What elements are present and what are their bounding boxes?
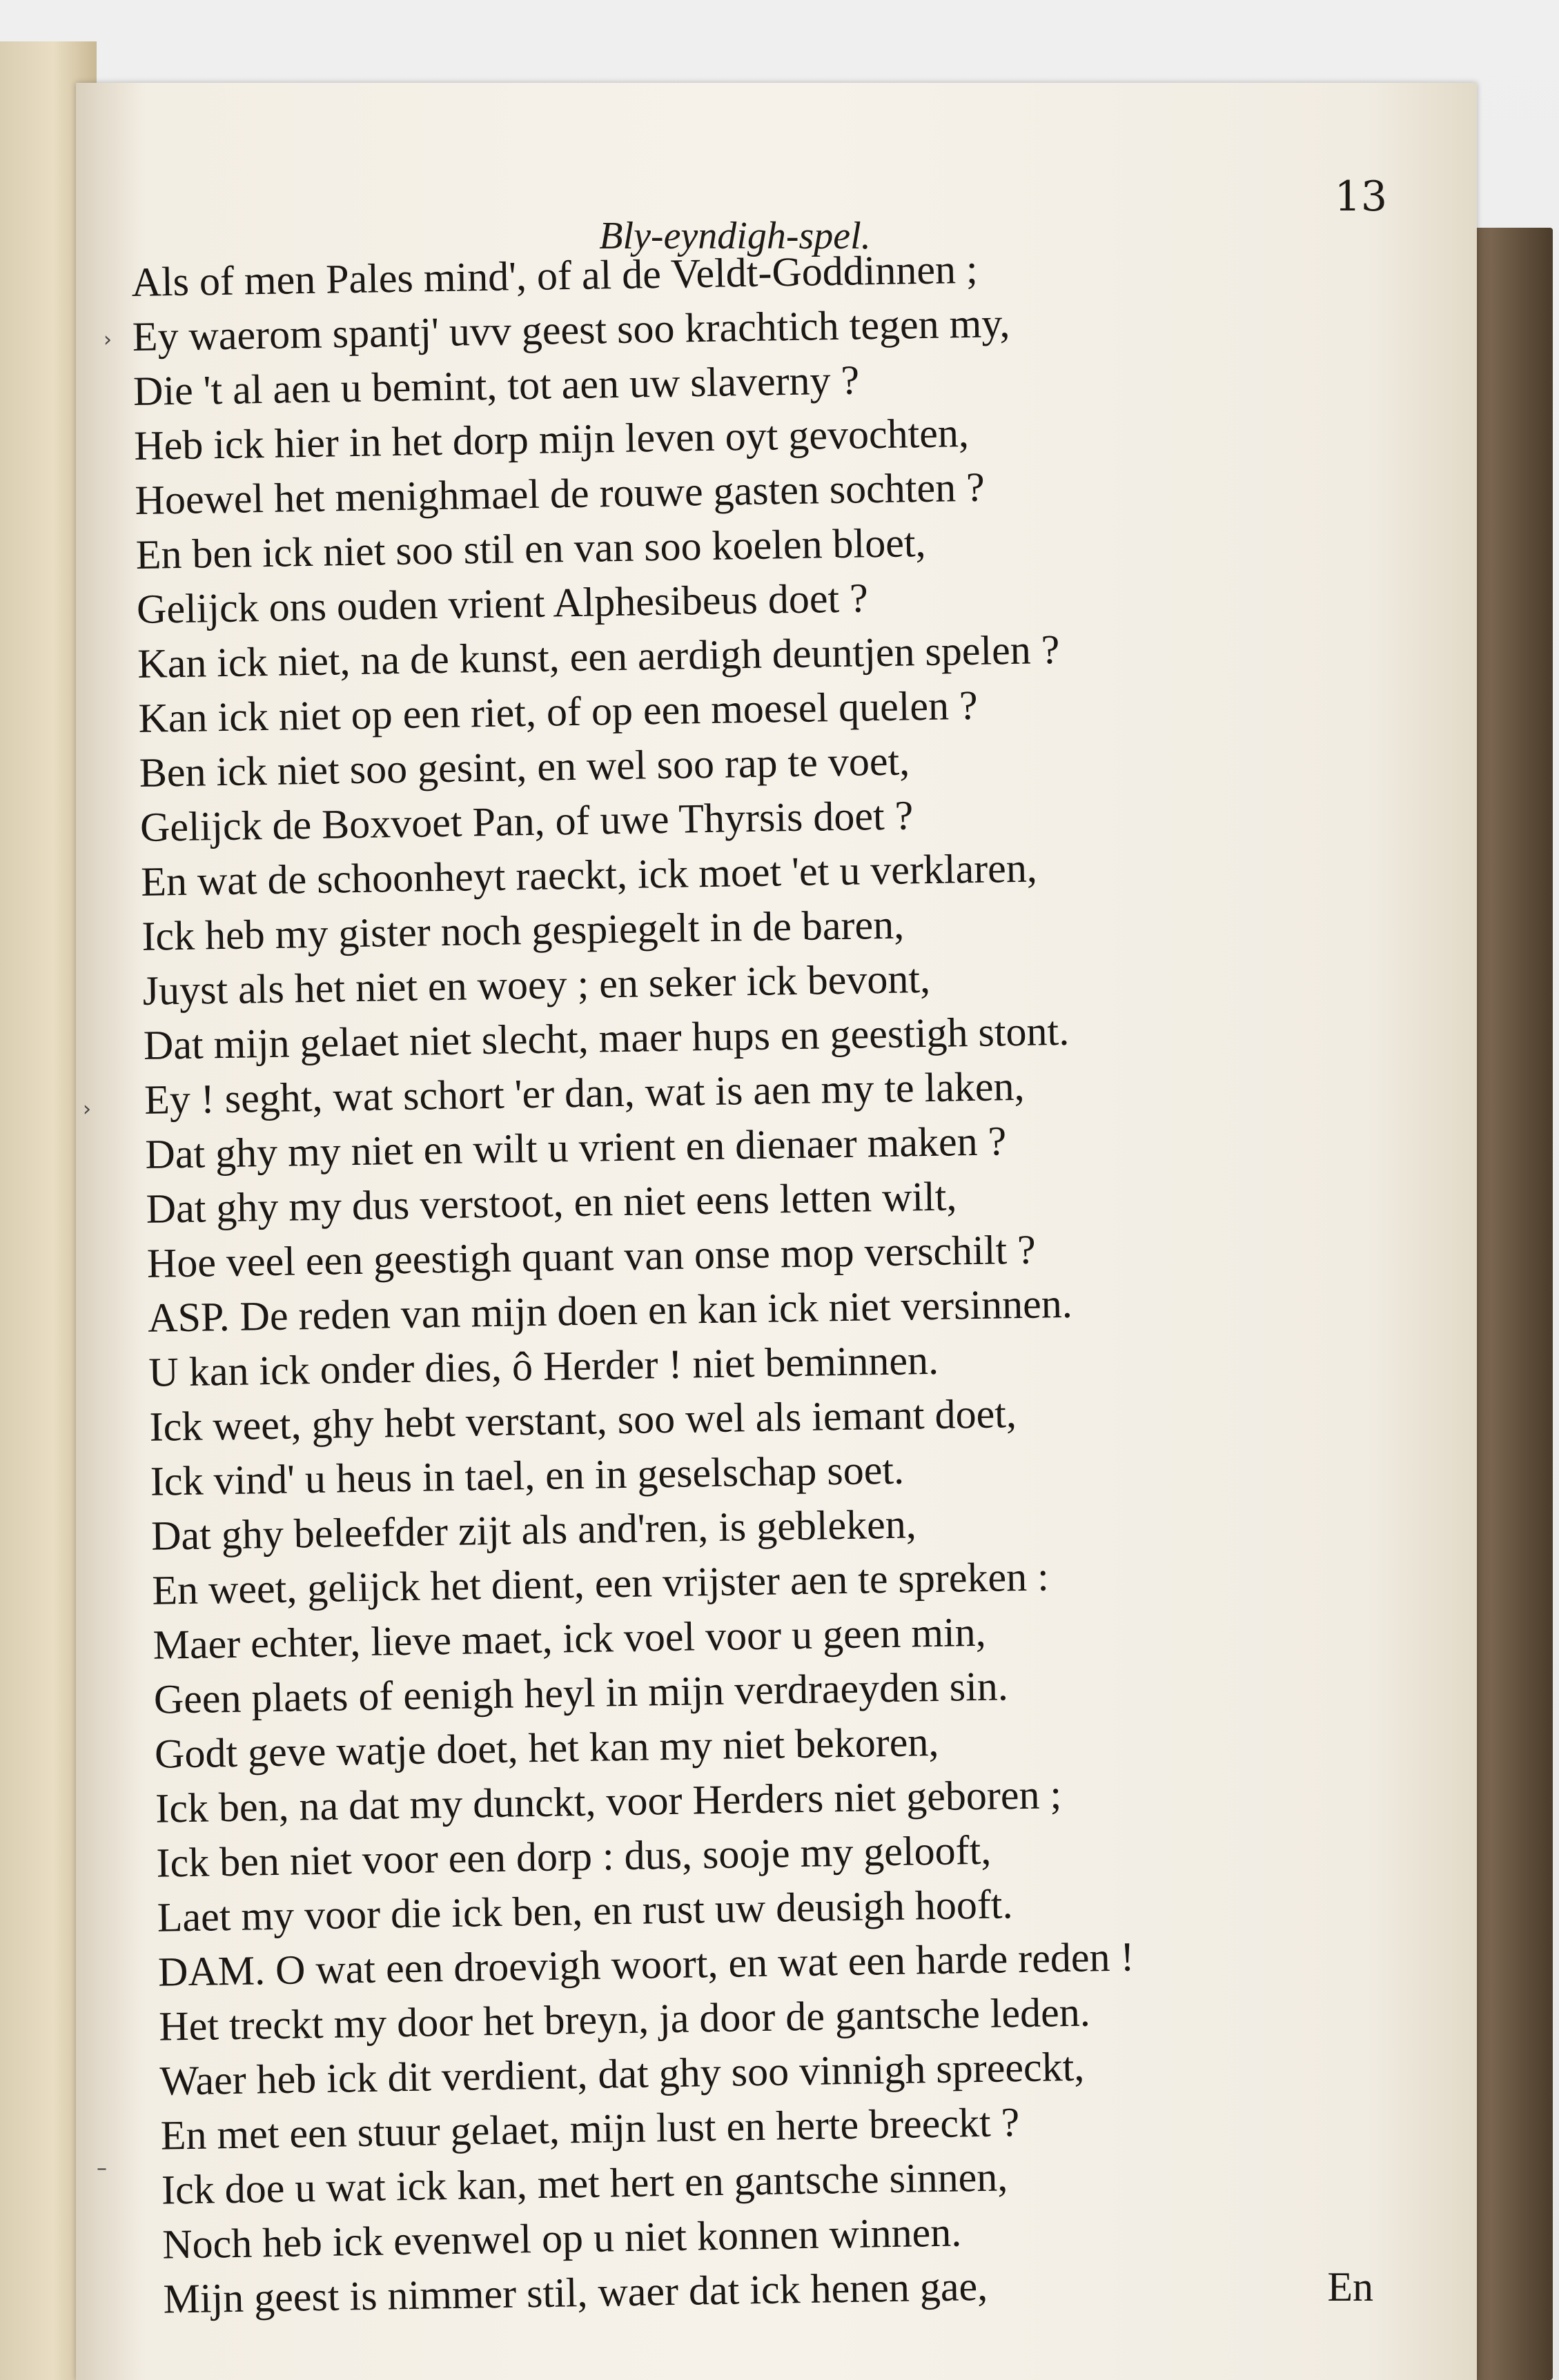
verse-line: Noch heb ick evenwel op u niet konnen winnen. (161, 2209, 962, 2268)
verse-line: Ben ick niet soo gesint, en wel soo rap te voet, (139, 738, 910, 796)
verse-line: En weet, gelijck het dient, een vrijster aen te spreken : (151, 1553, 1050, 1613)
verse-line: Mijn geest is nimmer stil, waer dat ick henen gae, (163, 2263, 988, 2322)
verse-line: Waer heb ick dit verdient, dat ghy soo vinnigh spreeckt, (159, 2043, 1085, 2104)
book-page (76, 83, 1477, 2380)
verse-line: Dat ghy my niet en wilt u vrient en dienaer maken ? (144, 1118, 1007, 1177)
verse-line: Hoe veel een geestigh quant van onse mop verschilt ? (146, 1226, 1037, 1286)
verse-line: Gelijck de Boxvoet Pan, of uwe Thyrsis doet ? (139, 792, 914, 850)
verse-line: Maer echter, lieve maet, ick voel voor u geen min, (153, 1609, 987, 1668)
verse-line: Kan ick niet, na de kunst, een aerdigh deuntjen spelen ? (137, 626, 1060, 687)
verse-line: Ick vind' u heus in tael, en in geselschap soet. (150, 1446, 905, 1504)
verse-text (131, 235, 1461, 2326)
verse-line: Ey waerom spantj' uvv geest soo krachtich tegen my, (132, 300, 1010, 360)
verse-line: Dat mijn gelaet niet slecht, maer hups en geestigh stont. (143, 1007, 1070, 1068)
verse-line: En ben ick niet soo stil en van soo koelen bloet, (135, 519, 926, 578)
verse-line: DAM. O wat een droevigh woort, en wat een harde reden ! (157, 1934, 1135, 1995)
margin-mark: › (83, 1097, 91, 1121)
verse-line: Geen plaets of eenigh heyl in mijn verdraeyden sin. (153, 1663, 1009, 1722)
running-head: Bly-eyndigh-spel. (599, 215, 871, 257)
verse-line: Kan ick niet op een riet, of op een moesel quelen ? (138, 682, 979, 741)
verse-line: Hoewel het menighmael de rouwe gasten sochten ? (135, 464, 986, 523)
verse-line: Heb ick hier in het dorp mijn leven oyt gevochten, (133, 409, 970, 469)
verse-line: ASP. De reden van mijn doen en kan ick niet versinnen. (147, 1280, 1073, 1341)
verse-line: Dat ghy beleefder zijt als and'ren, is gebleken, (150, 1501, 917, 1559)
catchword: En (1327, 2264, 1373, 2310)
verse-line: Ick ben, na dat my dunckt, voor Herders niet geboren ; (155, 1771, 1062, 1831)
page-number: 13 (1334, 173, 1387, 221)
verse-line: Ick weet, ghy hebt verstant, soo wel als iemant doet, (149, 1390, 1017, 1450)
verse-line: Gelijck ons ouden vrient Alphesibeus doet ? (136, 575, 869, 632)
verse-line: Ick ben niet voor een dorp : dus, sooje my gelooft, (156, 1827, 992, 1886)
margin-mark: › (104, 328, 112, 352)
verse-line: En met een stuur gelaet, mijn lust en herte breeckt ? (160, 2099, 1020, 2158)
verse-line: Ey ! seght, wat schort 'er dan, wat is aen my te laken, (144, 1063, 1026, 1123)
verse-line: Godt geve watje doet, het kan my niet bekoren, (154, 1718, 939, 1777)
verse-line: Laet my voor die ick ben, en rust uw deusigh hooft. (157, 1881, 1013, 1940)
verse-line: Ick doe u wat ick kan, met hert en gantsche sinnen, (161, 2154, 1008, 2213)
verse-line: En wat de schoonheyt raeckt, ick moet 'et u verklaren, (140, 845, 1038, 905)
margin-mark: – (97, 2156, 107, 2181)
verse-line: Juyst als het niet en woey ; en seker ick bevont, (142, 955, 931, 1014)
verse-line: U kan ick onder dies, ô Herder ! niet beminnen. (148, 1337, 939, 1395)
verse-line: Als of men Pales mind', of al de Veldt-Goddinnen ; (131, 246, 979, 305)
verse-line: Die 't al aen u bemint, tot aen uw slaverny ? (133, 357, 860, 414)
verse-line: Dat ghy my dus verstoot, en niet eens letten wilt, (146, 1173, 957, 1232)
verse-line: Ick heb my gister noch gespiegelt in de baren, (141, 901, 905, 959)
verse-line: Het treckt my door het breyn, ja door de gantsche leden. (158, 1989, 1091, 2049)
